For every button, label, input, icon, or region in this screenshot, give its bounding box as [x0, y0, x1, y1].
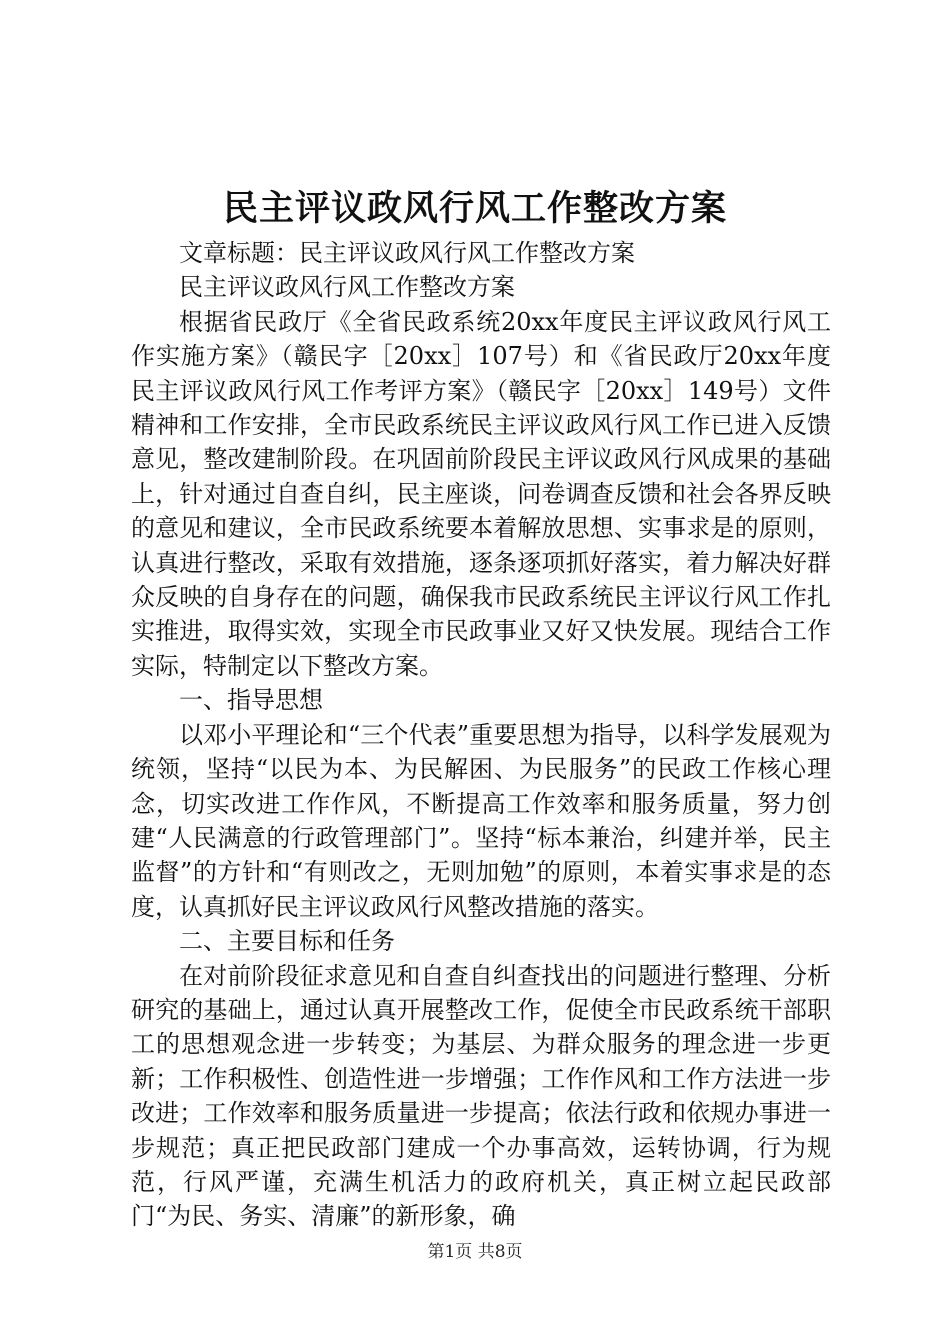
- section-heading-guiding-thought: 一、指导思想: [179, 686, 323, 715]
- section-paragraph-goals-tasks: 在对前阶段征求意见和自查自纠查找出的问题进行整理、分析研究的基础上，通过认真开展整改工作，促使全市民政系统干部职工的思想观念进一步转变；为基层、为群众服务的理念进一步更新；工作积极性、创造性进一步增强；工作作风和工作方法进一步改进；工作效率和服务质量进一步提高；依法行政和依规办事进一步规范；真正把民政部门建成一个办事高效，运转协调，行为规范，行风严谨，充满生机活力的政府机关，真正树立起民政部门“为民、务实、清廉”的新形象，确: [131, 961, 831, 1231]
- intro-paragraph: 根据省民政厅《全省民政系统20xx年度民主评议政风行风工作实施方案》（赣民字［20xx］107号）和《省民政厅20xx年度民主评议政风行风工作考评方案》（赣民字［20xx］149号）文件精神和工作安排，全市民政系统民主评议政风行风工作已进入反馈意见，整改建制阶段。在巩固前阶段民主评议政风行风成果的基础上，针对通过自查自纠，民主座谈，问卷调查反馈和社会各界反映的意见和建议，全市民政系统要本着解放思想、实事求是的原则，认真进行整改，采取有效措施，逐条逐项抓好落实，着力解决好群众反映的自身存在的问题，确保我市民政系统民主评议行风工作扎实推进，取得实效，实现全市民政事业又好又快发展。现结合工作实际，特制定以下整改方案。: [131, 307, 831, 680]
- subtitle-line: 民主评议政风行风工作整改方案: [179, 273, 515, 302]
- document-title: 民主评议政风行风工作整改方案: [222, 188, 727, 229]
- document-body: [131, 236, 831, 1234]
- section-heading-goals-tasks: 二、主要目标和任务: [179, 927, 395, 956]
- section-paragraph-guiding-thought: 以邓小平理论和“三个代表”重要思想为指导，以科学发展观为统领，坚持“以民为本、为民解困、为民服务”的民政工作核心理念，切实改进工作作风，不断提高工作效率和服务质量，努力创建“人民满意的行政管理部门”。坚持“标本兼治，纠建并举，民主监督”的方针和“有则改之，无则加勉”的原则，本着实事求是的态度，认真抓好民主评议政风行风整改措施的落实。: [131, 720, 831, 921]
- article-label-line: 文章标题：民主评议政风行风工作整改方案: [179, 239, 635, 267]
- page-number-footer: 第1页 共8页: [427, 1242, 523, 1262]
